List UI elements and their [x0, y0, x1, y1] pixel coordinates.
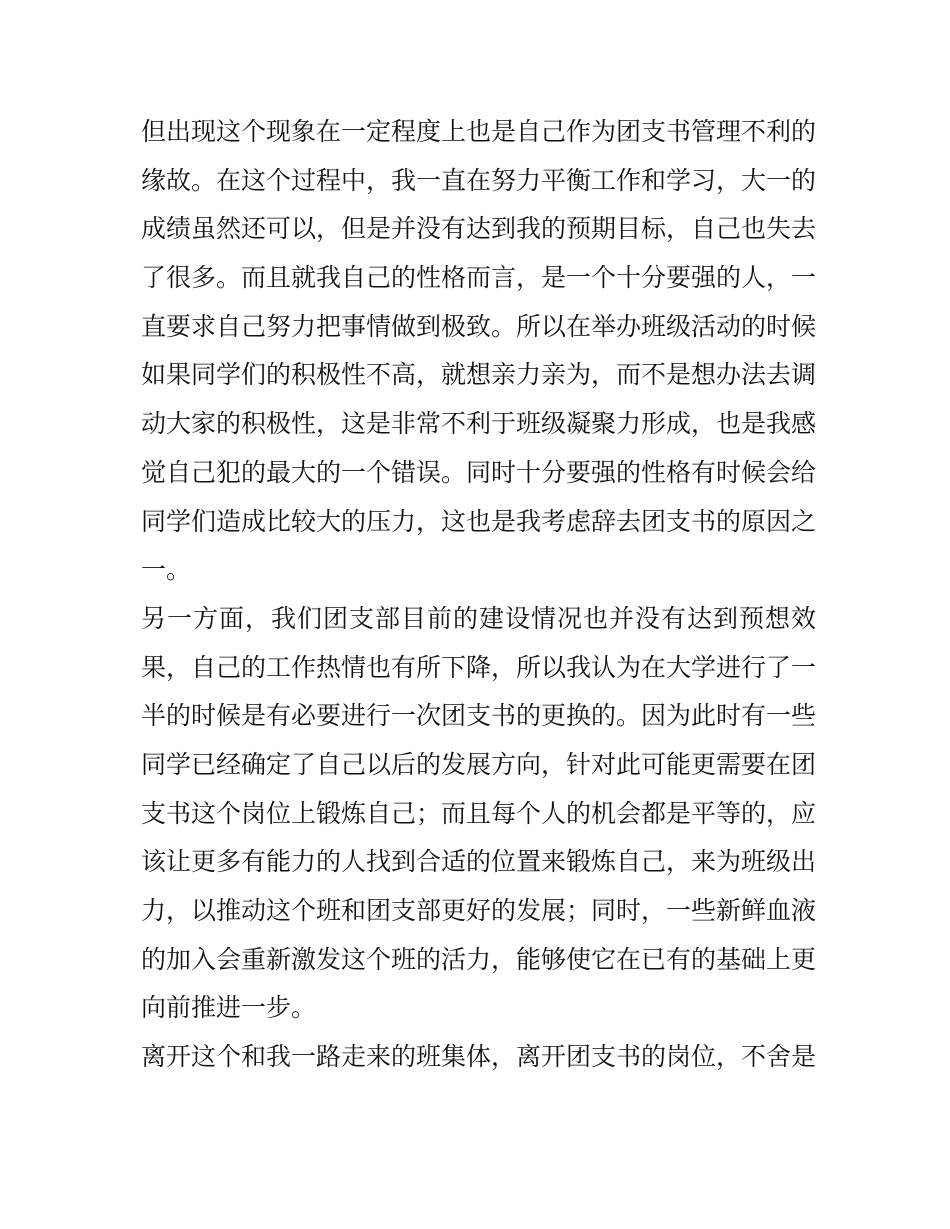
paragraph — [141, 1033, 816, 1082]
text-line: 该让更多有能力的人找到合适的位置来锻炼自己，来为班级出 — [141, 847, 817, 877]
document-body — [141, 108, 816, 1082]
text-line: 了很多。而且就我自己的性格而言，是一个十分要强的人，一 — [141, 263, 817, 293]
text-line: 但出现这个现象在一定程度上也是自己作为团支书管理不利的 — [141, 117, 817, 146]
text-line: 同学们造成比较大的压力，这也是我考虑辞去团支书的原因之 — [141, 506, 817, 536]
text-line: 离开这个和我一路走来的班集体，离开团支书的岗位，不舍是 — [141, 1042, 817, 1072]
text-line: 缘故。在这个过程中，我一直在努力平衡工作和学习，大一的 — [141, 165, 817, 195]
text-line: 果，自己的工作热情也有所下降，所以我认为在大学进行了一 — [141, 652, 817, 682]
text-line: 直要求自己努力把事情做到极致。所以在举办班级活动的时候 — [141, 311, 817, 341]
text-line: 向前推进一步。 — [141, 993, 317, 1023]
text-line: 觉自己犯的最大的一个错误。同时十分要强的性格有时候会给 — [141, 457, 817, 487]
paragraph — [141, 595, 816, 1033]
text-line: 半的时候是有必要进行一次团支书的更换的。因为此时有一些 — [141, 701, 817, 731]
text-line: 如果同学们的积极性不高，就想亲力亲为，而不是想办法去调 — [141, 360, 817, 390]
text-line: 同学已经确定了自己以后的发展方向，针对此可能更需要在团 — [141, 749, 817, 779]
text-line: 力，以推动这个班和团支部更好的发展；同时，一些新鲜血液 — [141, 896, 817, 925]
text-line: 的加入会重新激发这个班的活力，能够使它在已有的基础上更 — [141, 944, 817, 974]
text-line: 支书这个岗位上锻炼自己；而且每个人的机会都是平等的，应 — [141, 798, 817, 828]
text-line: 动大家的积极性，这是非常不利于班级凝聚力形成，也是我感 — [141, 409, 817, 439]
text-line: 一。 — [141, 555, 192, 585]
text-line: 另一方面，我们团支部目前的建设情况也并没有达到预想效 — [141, 603, 816, 633]
paragraph — [141, 108, 816, 595]
text-line: 成绩虽然还可以，但是并没有达到我的预期目标，自己也失去 — [141, 214, 817, 244]
